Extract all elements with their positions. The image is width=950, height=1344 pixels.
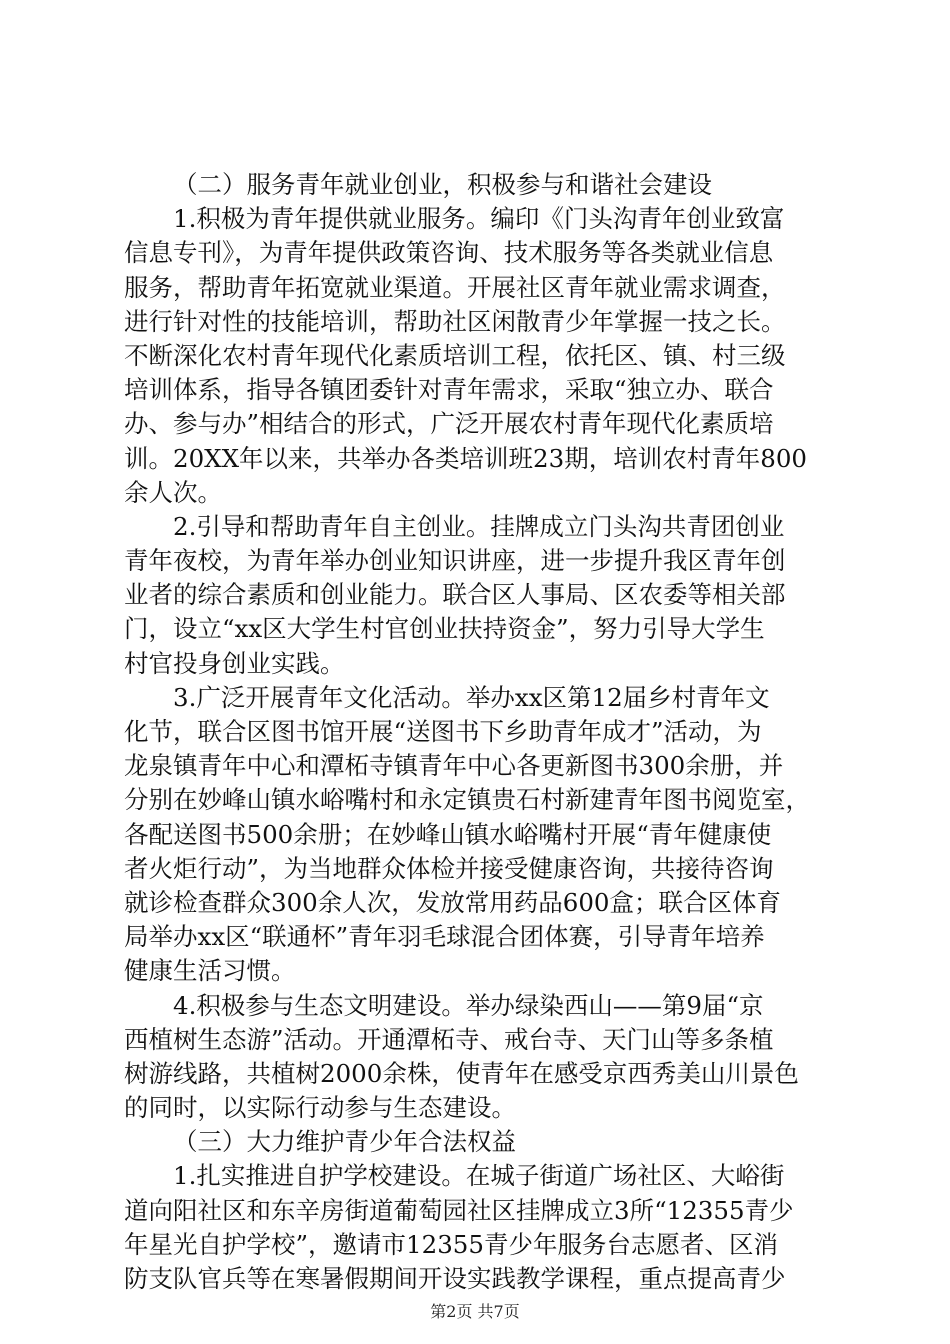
paragraph-line: 村官投身创业实践。 (124, 648, 345, 678)
paragraph-line: 道向阳社区和东辛房街道葡萄园社区挂牌成立3所“12355青少 (124, 1195, 794, 1225)
paragraph-line: 年星光自护学校”，邀请市12355青少年服务台志愿者、区消 (124, 1229, 778, 1259)
paragraph-line: 分别在妙峰山镇水峪嘴村和永定镇贵石村新建青年图书阅览室， (124, 785, 810, 815)
paragraph-line: 的同时，以实际行动参与生态建设。 (124, 1093, 516, 1123)
paragraph-line: 进行针对性的技能培训，帮助社区闲散青少年掌握一技之长。 (124, 306, 786, 336)
paragraph-line: 3.广泛开展青年文化活动。举办xx区第12届乡村青年文 (173, 682, 770, 712)
page-number-footer: 第2页 共7页 (430, 1302, 520, 1321)
paragraph-line: 业者的综合素质和创业能力。联合区人事局、区农委等相关部 (124, 580, 786, 610)
paragraph-line: 者火炬行动”，为当地群众体检并接受健康咨询，共接待咨询 (124, 853, 774, 883)
paragraph-line: 防支队官兵等在寒暑假期间开设实践教学课程，重点提高青少 (124, 1264, 786, 1293)
paragraph-line: 1.积极为青年提供就业服务。编印《门头沟青年创业致富 (173, 204, 785, 234)
section-heading: （二）服务青年就业创业，积极参与和谐社会建设 (173, 170, 712, 199)
paragraph-line: 办、参与办”相结合的形式，广泛开展农村青年现代化素质培 (124, 409, 774, 439)
paragraph-line: 1.扎实推进自护学校建设。在城子街道广场社区、大峪街 (173, 1161, 785, 1191)
paragraph-line: 2.引导和帮助青年自主创业。挂牌成立门头沟共青团创业 (173, 511, 785, 541)
paragraph-line: 树游线路，共植树2000余株，使青年在感受京西秀美山川景色 (124, 1058, 799, 1088)
paragraph-line: 健康生活习惯。 (124, 956, 296, 986)
paragraph-line: 培训体系，指导各镇团委针对青年需求，采取“独立办、联合 (124, 375, 774, 405)
paragraph-line: 信息专刊》，为青年提供政策咨询、技术服务等各类就业信息 (124, 238, 774, 268)
paragraph-line: 龙泉镇青年中心和潭柘寺镇青年中心各更新图书300余册，并 (124, 751, 784, 781)
paragraph-line: 就诊检查群众300余人次，发放常用药品600盒；联合区体育 (124, 887, 782, 917)
paragraph-line: 局举办xx区“联通杯”青年羽毛球混合团体赛，引导青年培养 (124, 922, 765, 952)
paragraph-line: 各配送图书500余册；在妙峰山镇水峪嘴村开展“青年健康使 (124, 819, 772, 849)
paragraph-line: 不断深化农村青年现代化素质培训工程，依托区、镇、村三级 (124, 340, 786, 370)
paragraph-line: 服务，帮助青年拓宽就业渠道。开展社区青年就业需求调查， (124, 272, 786, 302)
paragraph-line: 西植树生态游”活动。开通潭柘寺、戒台寺、天门山等多条植 (124, 1024, 774, 1054)
document-body (124, 168, 834, 1296)
paragraph-line: 余人次。 (124, 477, 222, 507)
paragraph-line: 青年夜校，为青年举办创业知识讲座，进一步提升我区青年创 (124, 546, 786, 576)
section-heading: （三）大力维护青少年合法权益 (173, 1127, 516, 1157)
paragraph-line: 4.积极参与生态文明建设。举办绿染西山——第9届“京 (173, 990, 764, 1020)
paragraph-line: 化节，联合区图书馆开展“送图书下乡助青年成才”活动，为 (124, 717, 762, 746)
paragraph-line: 门，设立“xx区大学生村官创业扶持资金”，努力引导大学生 (124, 614, 765, 644)
paragraph-line: 训。20XX年以来，共举办各类培训班23期，培训农村青年800 (124, 443, 807, 473)
